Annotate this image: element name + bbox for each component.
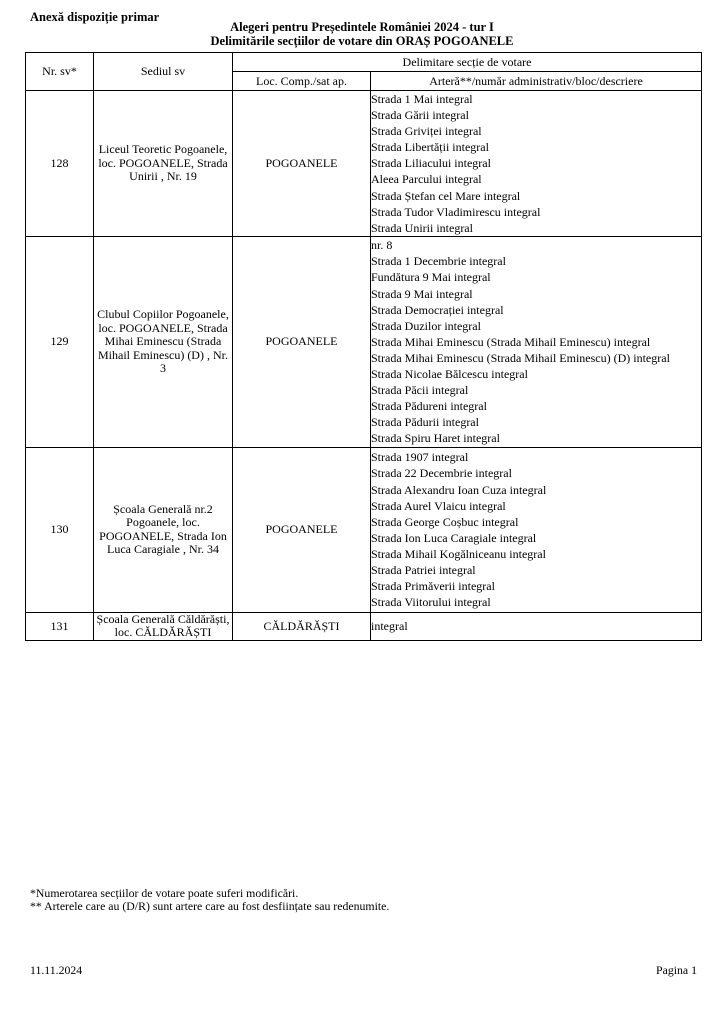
cell-loc: POGOANELE [233,91,371,237]
artera-line: Strada Liliacului integral [371,156,491,171]
cell-loc: CĂLDĂRĂȘTI [233,612,371,640]
artera-line: Strada George Coșbuc integral [371,514,519,529]
artera-line: Strada 1 Decembrie integral [371,254,506,269]
cell-sediu: Școala Generală nr.2 Pogoanele, loc. POGOANELE, Strada Ion Luca Caragiale , Nr. 34 [94,447,233,612]
artera-line: Strada Mihai Eminescu (Strada Mihail Eminescu) (D) integral [371,350,670,365]
footer-date: 11.11.2024 [30,963,83,977]
footnote-numbering: *Numerotarea secțiilor de votare poate suferi modificări. [30,886,299,900]
artera-line: Strada Alexandru Ioan Cuza integral [371,482,547,497]
artera-line: Strada 22 Decembrie integral [371,466,512,481]
cell-sediu: Liceul Teoretic Pogoanele, loc. POGOANELE, Strada Unirii , Nr. 19 [94,91,233,237]
artera-line: Fundătura 9 Mai integral [371,270,491,285]
header-sediul-sv: Sediul sv [94,53,233,91]
artera-line: Strada Nicolae Bălcescu integral [371,366,528,381]
table-row [26,447,702,612]
artera-line: Strada Ion Luca Caragiale integral [371,530,537,545]
cell-artere [371,612,702,640]
artera-line: Strada Griviței integral [371,124,482,139]
artera-line: Strada Primăverii integral [371,579,495,594]
table-row [26,236,702,447]
artera-line: Strada Spiru Haret integral [371,431,500,446]
artera-line: Strada Mihai Eminescu (Strada Mihail Eminescu) integral [371,334,651,349]
artera-line: Strada Viitorului integral [371,595,491,610]
artera-line: nr. 8 [371,238,393,253]
artera-line: Strada 1907 integral [371,450,469,465]
cell-artere [371,91,702,237]
header-nr-sv: Nr. sv* [26,53,94,91]
document-title-line2: Delimitările secțiilor de votare din ORAȘ POGOANELE [210,33,514,48]
artera-line: Strada Mihail Kogălniceanu integral [371,546,546,561]
artera-line: Strada Pădureni integral [371,399,487,414]
artera-line: Strada Libertății integral [371,140,489,155]
artera-line: Strada Pădurii integral [371,415,479,430]
document-title-block [0,21,724,48]
cell-loc: POGOANELE [233,236,371,447]
artera-line: Strada Ștefan cel Mare integral [371,188,521,203]
cell-nr-sv: 128 [26,91,94,237]
artera-line: Strada 9 Mai integral [371,286,473,301]
artera-line: Strada Păcii integral [371,383,469,398]
annex-annotation: Anexă dispoziție primar [30,10,160,24]
artera-line: Strada Unirii integral [371,220,473,235]
cell-nr-sv: 129 [26,236,94,447]
cell-sediu: Clubul Copiilor Pogoanele, loc. POGOANELE, Strada Mihai Eminescu (Strada Mihail Eminescu) (D) , Nr. 3 [94,236,233,447]
artera-line: Strada 1 Mai integral [371,92,473,106]
delimitari-table [25,52,702,641]
artera-line: integral [371,619,408,634]
cell-nr-sv: 130 [26,447,94,612]
footer-page-number: Pagina 1 [656,963,697,977]
artera-line: Strada Aurel Vlaicu integral [371,498,506,513]
cell-artere [371,447,702,612]
footnote-arteries: ** Arterele care au (D/R) sunt artere care au fost desființate sau redenumite. [30,899,390,913]
header-delimitare-group: Delimitare secție de votare [233,53,702,72]
table-header [26,53,702,91]
artera-line: Strada Patriei integral [371,563,476,578]
artera-line: Aleea Parcului integral [371,172,482,187]
document-title-line1: Alegeri pentru Președintele României 2024 - tur I [230,20,494,34]
cell-artere [371,236,702,447]
cell-nr-sv: 131 [26,612,94,640]
artera-line: Strada Tudor Vladimirescu integral [371,204,541,219]
footnotes [30,887,389,913]
header-loc-comp: Loc. Comp./sat ap. [233,72,371,91]
artera-line: Strada Duzilor integral [371,318,481,333]
header-artera: Arteră**/număr administrativ/bloc/descriere [371,72,702,91]
artera-line: Strada Gării integral [371,108,469,123]
cell-loc: POGOANELE [233,447,371,612]
artera-line: Strada Democrației integral [371,302,504,317]
cell-sediu: Școala Generală Căldărăști, loc. CĂLDĂRĂȘTI [94,612,233,640]
table-row [26,612,702,640]
table-row [26,91,702,237]
